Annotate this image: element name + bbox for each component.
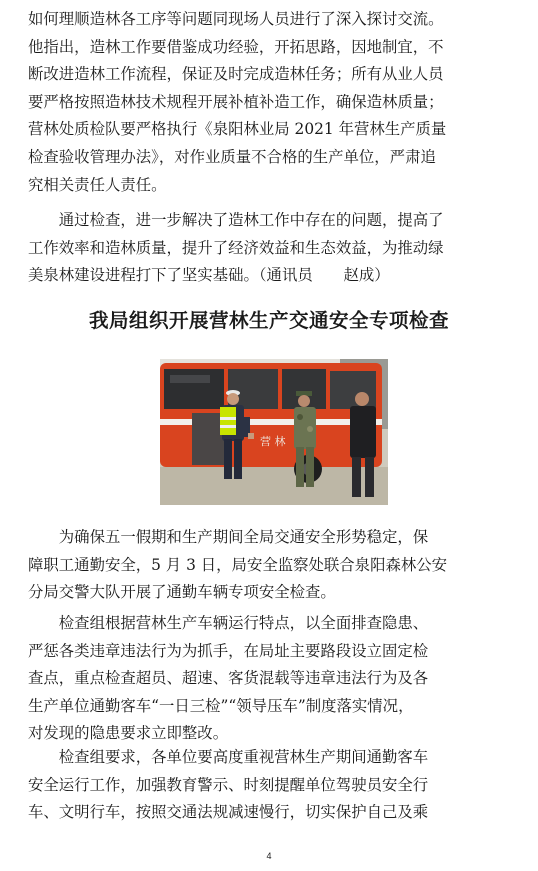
- text-line: 要严格按照造林技术规程开展补植补造工作，确保造林质量；: [28, 92, 444, 111]
- paragraph-requirements: [28, 744, 518, 827]
- text-line: 检查验收管理办法》，对作业质量不合格的生产单位，严肃追: [28, 147, 436, 166]
- text-line: 通过检查，进一步解决了造林工作中存在的问题，提高了: [28, 211, 444, 229]
- text-line: 美泉林建设进程打下了坚实基础。（通讯员 赵成）: [28, 266, 390, 285]
- bus-lettering: 营 林: [260, 435, 286, 448]
- text-line: 严惩各类违章违法行为为抓手，在局址主要路段设立固定检: [28, 641, 429, 660]
- text-line: 分局交警大队开展了通勤车辆专项安全检查。: [28, 583, 336, 602]
- article-title: 我局组织开展营林生产交通安全专项检查: [88, 309, 449, 332]
- text-line: 为确保五一假期和生产期间全局交通安全形势稳定，保: [28, 528, 429, 546]
- text-line: 生产单位通勤客车“一日三检”“领导压车”制度落实情况，: [28, 696, 414, 715]
- paragraph-checkpoints: [28, 610, 518, 748]
- text-line: 工作效率和造林质量，提升了经济效益和生态效益，为推动绿: [28, 238, 444, 257]
- text-line: 车、文明行车，按照交通法规减速慢行，切实保护自己及乘: [28, 803, 429, 822]
- paragraph-conclusion: [28, 207, 518, 290]
- text-line: 如何理顺造林各工序等问题同现场人员进行了深入探讨交流。: [28, 10, 444, 28]
- paragraph-intro: [28, 524, 518, 607]
- text-line: 究相关责任人责任。: [28, 175, 167, 194]
- text-line: 检查组要求，各单位要高度重视营林生产期间通勤客车: [28, 748, 429, 766]
- text-line: 查点，重点检查超员、超速、客货混载等违章违法行为及各: [28, 669, 429, 688]
- text-line: 检查组根据营林生产车辆运行特点，以全面排查隐患、: [28, 614, 429, 632]
- text-line: 安全运行工作，加强教育警示、时刻提醒单位驾驶员安全行: [28, 775, 429, 794]
- text-line: 对发现的隐患要求立即整改。: [28, 724, 229, 743]
- text-line: 他指出，造林工作要借鉴成功经验，开拓思路，因地制宜，不: [28, 37, 444, 56]
- page-number: 4: [266, 851, 272, 861]
- text-line: 障职工通勤安全，5 月 3 日，局安全监察处联合泉阳森林公安: [28, 555, 448, 574]
- text-line: 营林处质检队要严格执行《泉阳林业局 2021 年营林生产质量: [28, 120, 447, 139]
- article-photo: [160, 359, 388, 505]
- text-line: 断改进造林工作流程，保证及时完成造林任务；所有从业人员: [28, 65, 444, 84]
- paragraph-inspection-continued: [28, 6, 518, 199]
